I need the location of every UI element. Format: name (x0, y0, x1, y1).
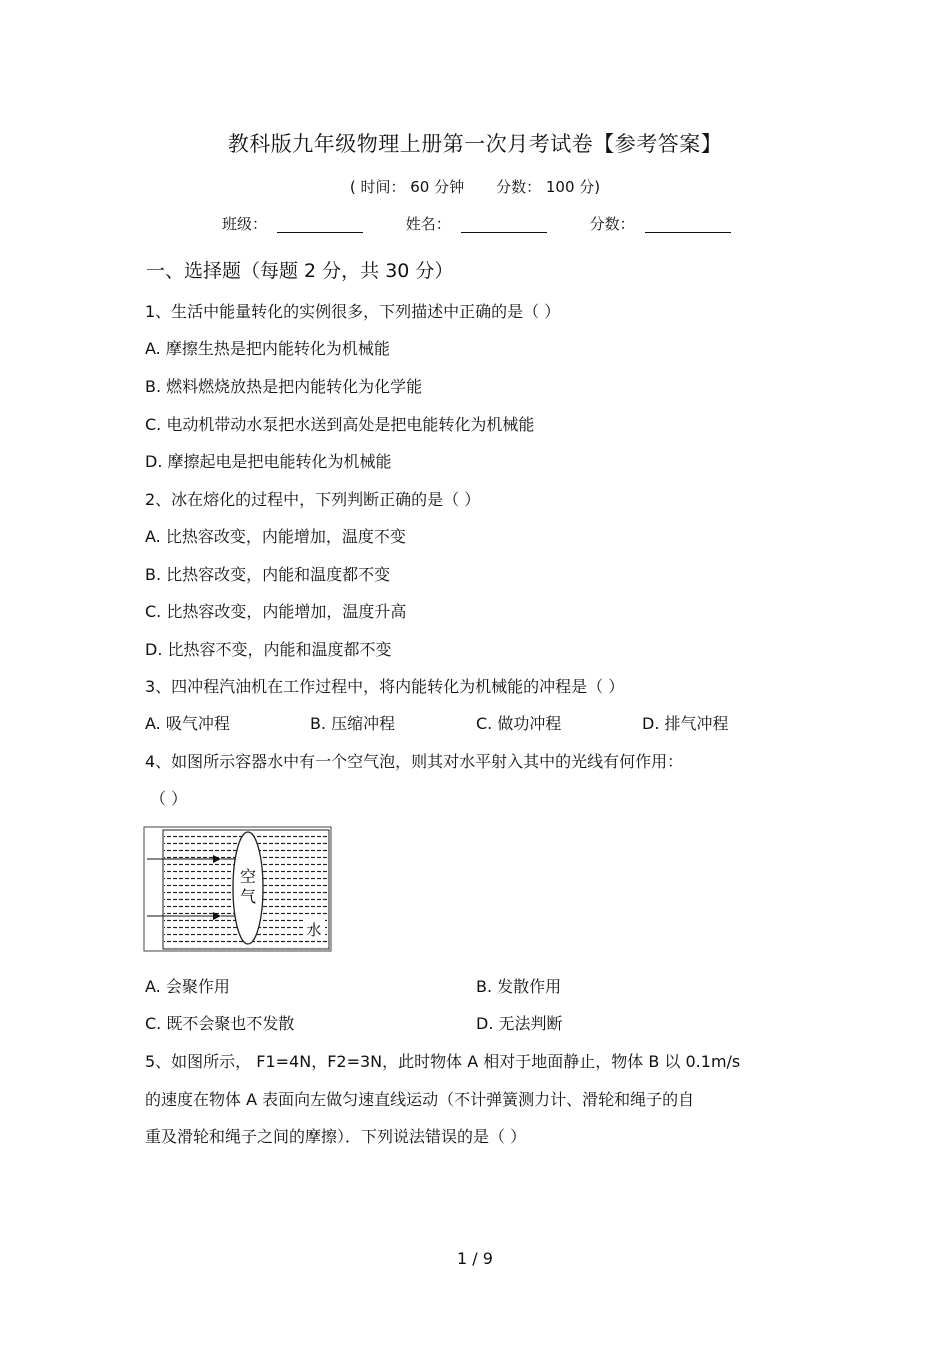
exam-time: ( 时间： 60 分钟 (349, 178, 465, 196)
q1-option-d: D. 摩擦起电是把电能转化为机械能 (145, 452, 392, 471)
name-label: 姓名： (405, 215, 451, 233)
class-label: 班级： (222, 215, 268, 233)
q2-option-c: C. 比热容改变，内能增加，温度升高 (145, 602, 407, 621)
q1-option-c: C. 电动机带动水泵把水送到高处是把电能转化为机械能 (145, 415, 535, 434)
q2-option-b: B. 比热容改变，内能和温度都不变 (145, 565, 391, 584)
q5-line-2: 的速度在物体 A 表面向左做匀速直线运动（不计弹簧测力计、滑轮和绳子的自 (145, 1090, 695, 1109)
q2-stem: 2、冰在熔化的过程中，下列判断正确的是（ ） (145, 490, 481, 509)
q5-line-3: 重及滑轮和绳子之间的摩擦）．下列说法错误的是（ ） (145, 1127, 527, 1146)
q4-option-d: D. 无法判断 (476, 1014, 563, 1033)
air-bubble-figure (143, 826, 333, 952)
q3-option-b: B. 压缩冲程 (310, 714, 396, 733)
score-label: 分数： (589, 215, 635, 233)
air-bubble-diagram (143, 826, 333, 952)
q3-option-a: A. 吸气冲程 (145, 714, 230, 733)
q2-option-a: A. 比热容改变，内能增加，温度不变 (145, 527, 406, 546)
section-heading: 一、选择题（每题 2 分，共 30 分） (146, 260, 454, 282)
q4-option-b: B. 发散作用 (476, 977, 562, 996)
exam-meta (0, 176, 950, 197)
score-field (590, 213, 731, 234)
document-title: 教科版九年级物理上册第一次月考试卷【参考答案】 (227, 132, 723, 156)
q4-stem: 4、如图所示容器水中有一个空气泡，则其对水平射入其中的光线有何作用： (145, 752, 684, 771)
name-blank[interactable] (461, 216, 547, 233)
name-field (406, 213, 547, 234)
student-info (222, 213, 731, 234)
q1-stem: 1、生活中能量转化的实例很多，下列描述中正确的是（ ） (145, 302, 561, 321)
q4-option-a: A. 会聚作用 (145, 977, 230, 996)
q2-option-d: D. 比热容不变，内能和温度都不变 (145, 640, 392, 659)
q1-option-a: A. 摩擦生热是把内能转化为机械能 (145, 339, 390, 358)
class-field (222, 213, 363, 234)
q4-answer-bracket: （ ） (150, 789, 188, 808)
q1-option-b: B. 燃料燃烧放热是把内能转化为化学能 (145, 377, 423, 396)
score-blank[interactable] (645, 216, 731, 233)
q3-option-c: C. 做功冲程 (476, 714, 562, 733)
exam-total-score: 分数： 100 分) (496, 178, 601, 196)
air-label-1: 空 (239, 867, 257, 886)
q5-line-1: 5、如图所示， F1=4N，F2=3N，此时物体 A 相对于地面静止，物体 B 以 0.1m/s (145, 1052, 741, 1071)
class-blank[interactable] (277, 216, 363, 233)
page-number: 1 / 9 (457, 1249, 493, 1268)
q3-stem: 3、四冲程汽油机在工作过程中，将内能转化为机械能的冲程是（ ） (145, 677, 625, 696)
q3-option-d: D. 排气冲程 (642, 714, 729, 733)
water-label: 水 (306, 921, 322, 939)
air-label-2: 气 (239, 887, 257, 906)
q4-option-c: C. 既不会聚也不发散 (145, 1014, 295, 1033)
